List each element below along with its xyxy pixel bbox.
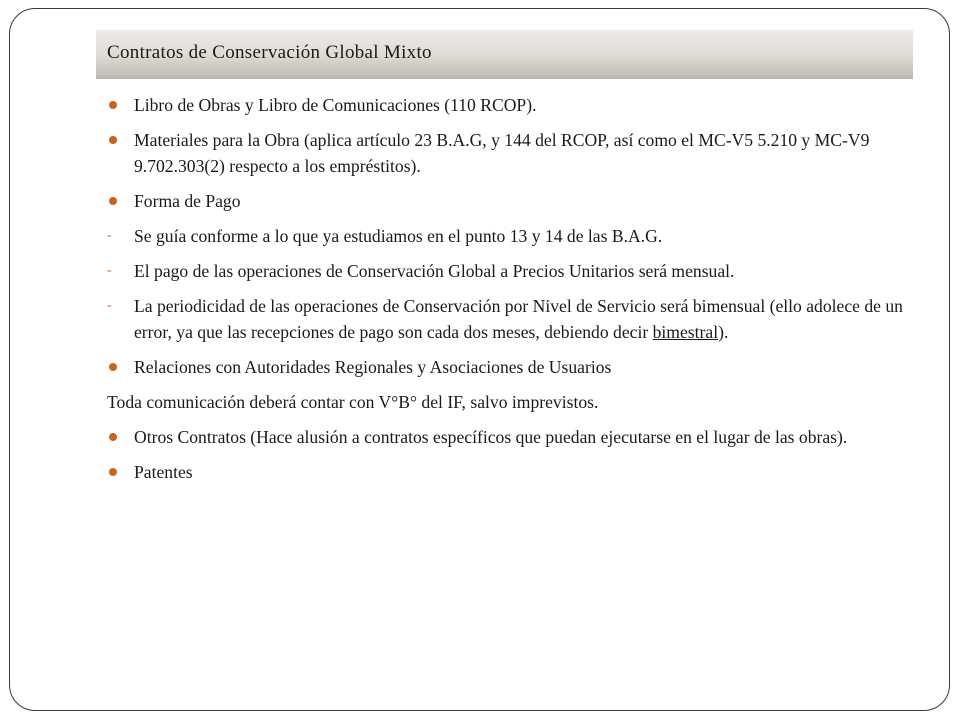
bullet-icon: [107, 127, 123, 153]
list-item-text-part: La periodicidad de las operaciones de Conservación por Nivel de Servicio será bimensual (ello adolece de un error, ya que las recepciones de pago son cada dos meses, debiendo decir: [134, 296, 903, 342]
paragraph-text: Toda comunicación deberá contar con V°B° del IF, salvo imprevistos.: [107, 392, 599, 412]
list-item-text: [134, 296, 903, 342]
list-item-text: Forma de Pago: [134, 191, 241, 211]
slide-title: Contratos de Conservación Global Mixto: [107, 42, 432, 63]
bullet-icon: [107, 92, 123, 118]
list-item-text: Se guía conforme a lo que ya estudiamos en el punto 13 y 14 de las B.A.G.: [134, 226, 663, 246]
underlined-word: bimestral: [652, 322, 719, 342]
list-item-text: Materiales para la Obra (aplica artículo 23 B.A.G, y 144 del RCOP, así como el MC-V5 5.210 y MC-V9 9.702.303(2) respecto a los empréstitos).: [134, 130, 870, 176]
sub-list-item: [107, 293, 907, 345]
content-list: [107, 92, 907, 494]
list-item-text-part: ).: [718, 322, 729, 342]
list-item: [107, 127, 907, 179]
bullet-icon: [107, 188, 123, 214]
list-item: [107, 424, 907, 450]
title-bar: [96, 30, 913, 79]
bullet-icon: [107, 424, 123, 450]
list-item-text: Otros Contratos (Hace alusión a contratos específicos que puedan ejecutarse en el lugar de las obras).: [134, 427, 848, 447]
sub-list-item: [107, 258, 907, 284]
list-item-text: Patentes: [134, 462, 193, 482]
list-item: [107, 459, 907, 485]
list-item: [107, 92, 907, 118]
list-item-text: El pago de las operaciones de Conservación Global a Precios Unitarios será mensual.: [134, 261, 735, 281]
dash-icon: -: [107, 298, 112, 313]
bullet-icon: [107, 354, 123, 380]
list-item: [107, 188, 907, 214]
sub-list-item: [107, 223, 907, 249]
list-item-text: Libro de Obras y Libro de Comunicaciones (110 RCOP).: [134, 95, 537, 115]
paragraph: [107, 389, 907, 415]
bullet-icon: [107, 459, 123, 485]
list-item-text: Relaciones con Autoridades Regionales y Asociaciones de Usuarios: [134, 357, 612, 377]
list-item: [107, 354, 907, 380]
dash-icon: -: [107, 263, 112, 278]
dash-icon: -: [107, 228, 112, 243]
